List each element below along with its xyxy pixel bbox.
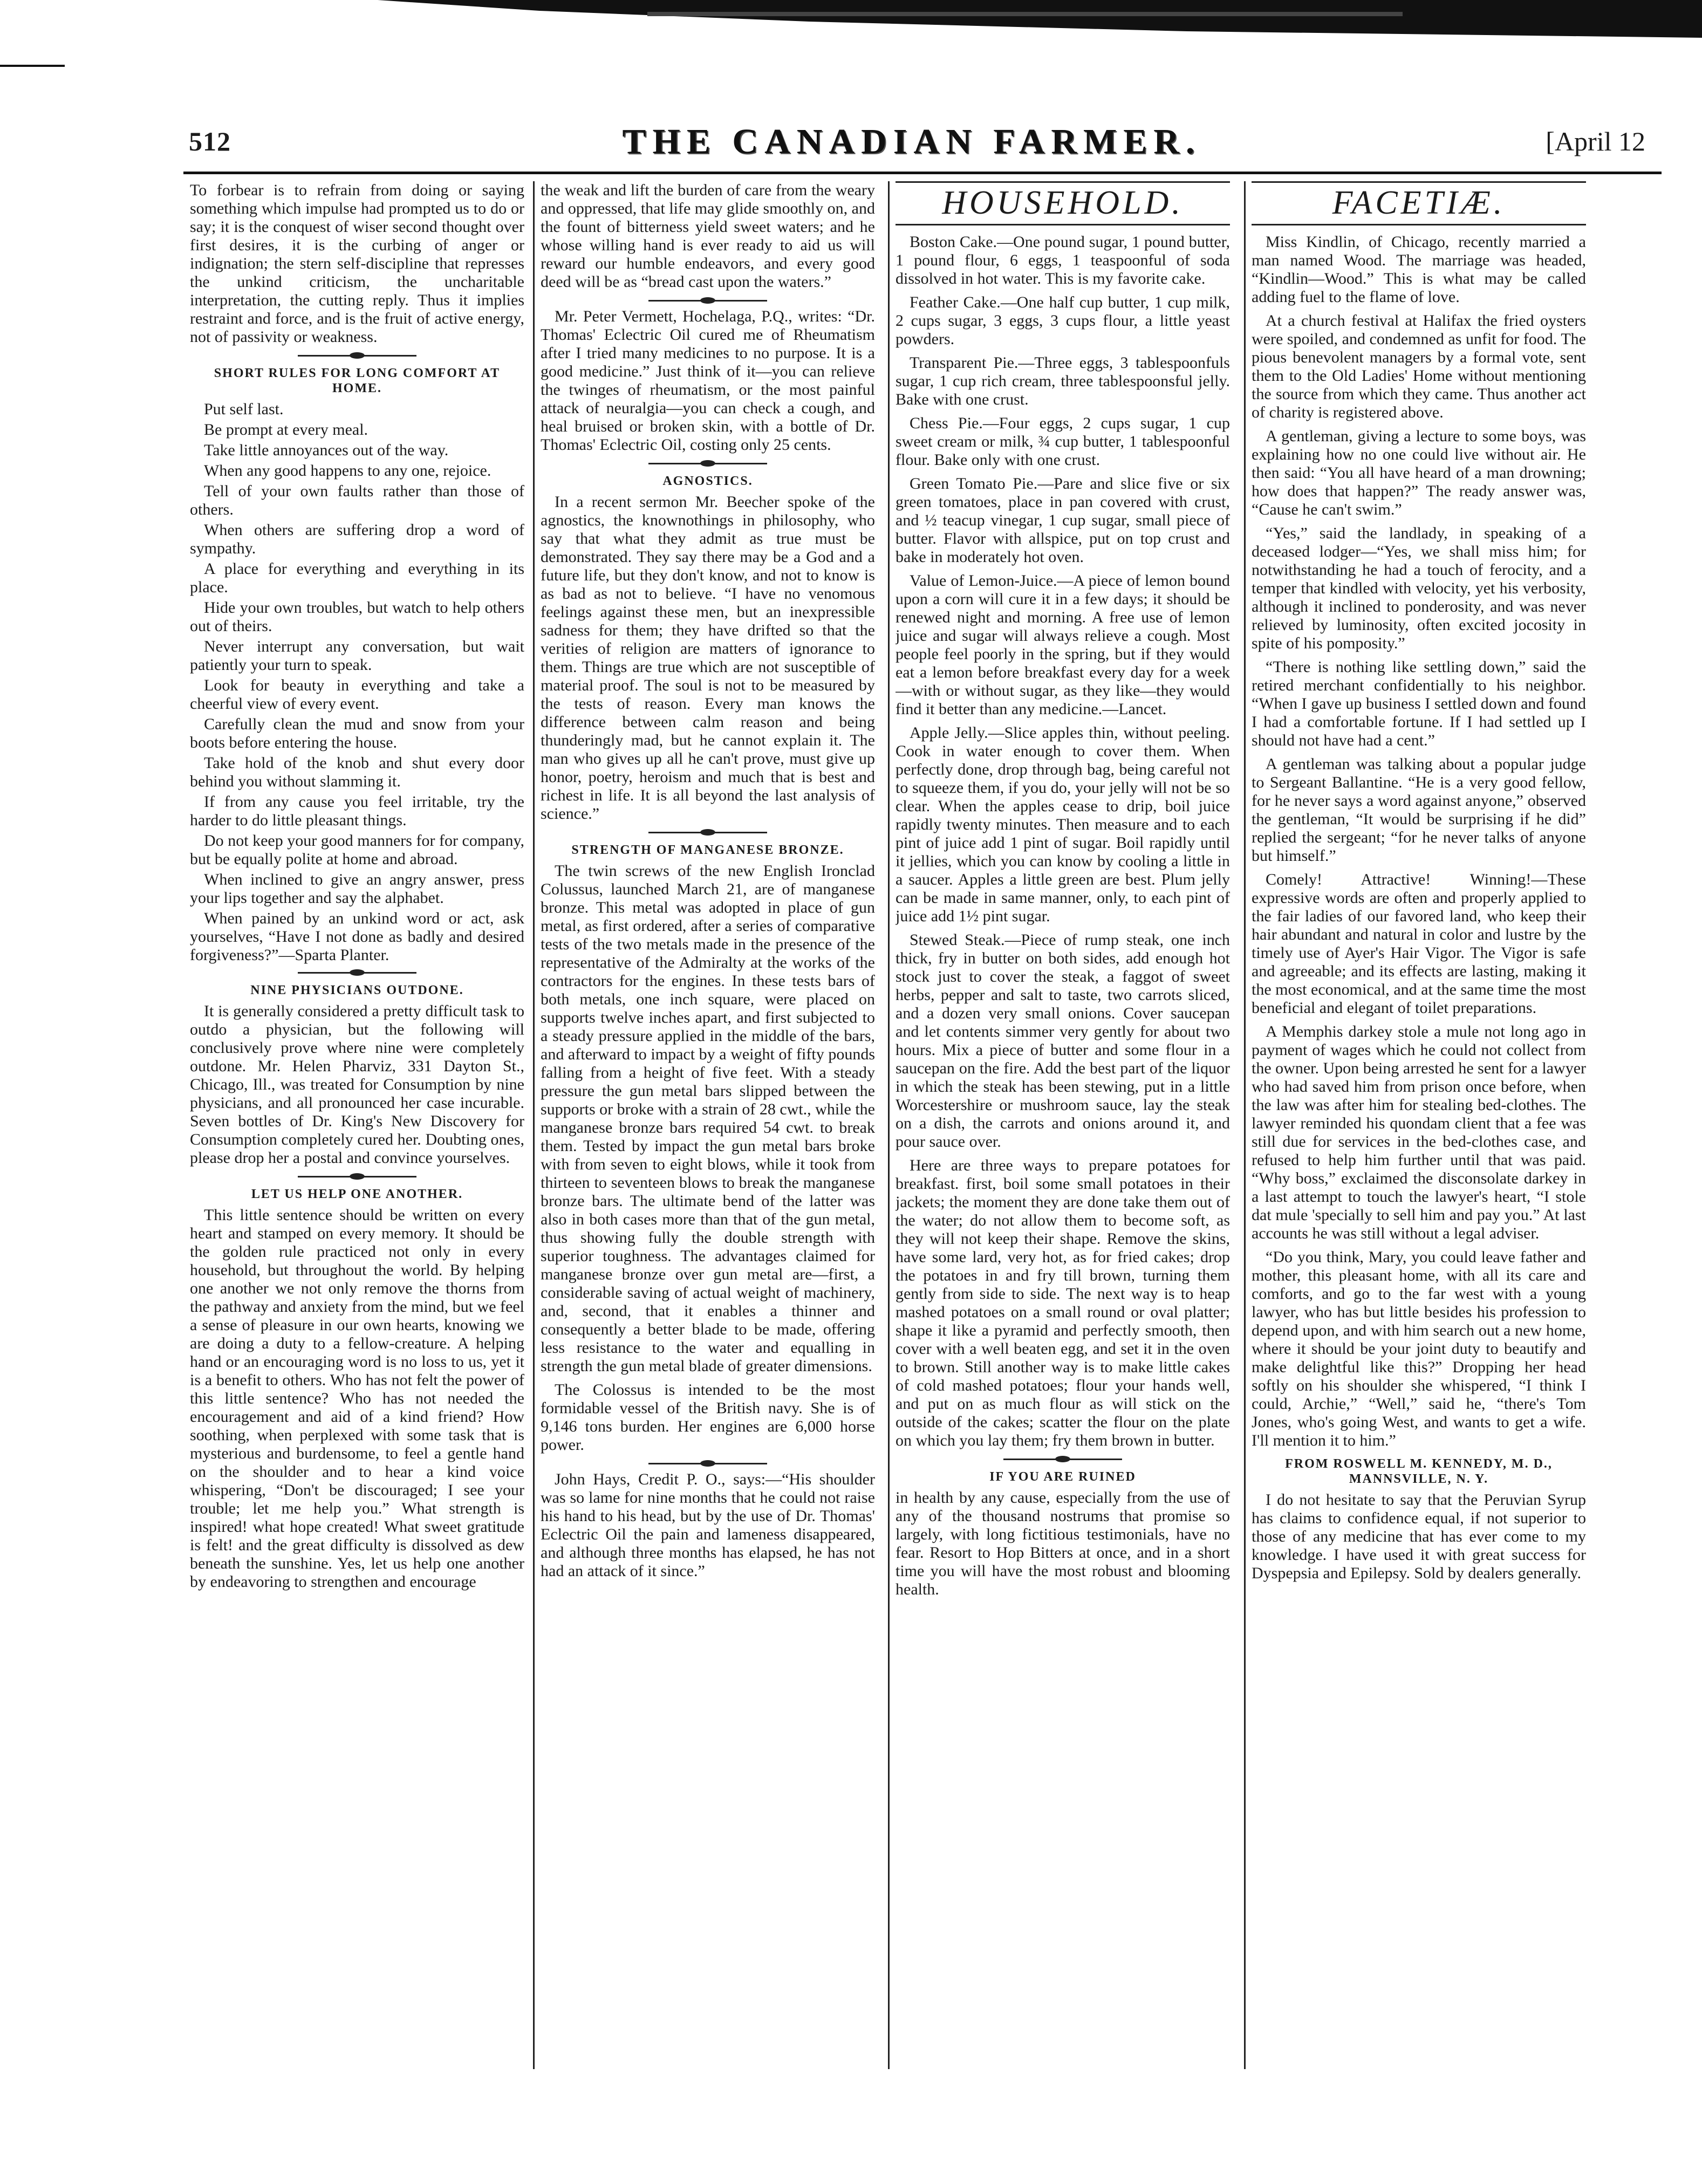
- rule-item: Take little annoyances out of the way.: [204, 441, 449, 459]
- forbear-paragraph: To forbear is to refrain from doing or saying something which impulse had prompted us to do or say; it is the conquest of wiser second thought over first desires, it is the curbing of anger or indignation; the stern self-discipline that represses the unkind criticism, the uncharitable interpretation, the cutting reply. Thus it implies restraint and force, and is the fruit of active energy, not of passivity or weakness.: [190, 181, 524, 346]
- section-divider: [298, 969, 416, 976]
- rule-item: Look for beauty in everything and take a cheerful view of every event.: [190, 676, 524, 713]
- column-3: [896, 181, 1230, 2004]
- page-number: 512: [189, 126, 231, 156]
- facetiae-item: Miss Kindlin, of Chicago, recently married a man named Wood. The marriage was headed, “Kindlin—Wood.” This is what may be called adding fuel to the flame of love.: [1252, 233, 1586, 306]
- facetiae-item: A gentleman, giving a lecture to some boys, was explaining how no one could live without air. He then said: “You all have heard of a man drowning; how does that happen?” The ready answer was, “Cause he can't swim.”: [1252, 427, 1586, 518]
- section-divider: [648, 1460, 767, 1467]
- rule-item: Be prompt at every meal.: [204, 421, 368, 439]
- colossus-text: The Colossus is intended to be the most formidable vessel of the British navy. She is of 9,146 tons burden. Her engines are 6,000 horse power.: [541, 1381, 875, 1454]
- nine-physicians-text: It is generally considered a pretty difficult task to outdo a physician, but the following will conclusively prove where nine were completely outdone. Mr. Helen Pharviz, 331 Dayton St., Chicago, Ill., was treated for Consumption by nine physicians, and all pronounced her case incurable. Seven bottles of Dr. King's New Discovery for Consumption completely cured her. Doubting ones, please drop her a postal and convince yourselves.: [190, 1002, 524, 1167]
- section-divider: [298, 1173, 416, 1180]
- page-header: [189, 121, 1645, 165]
- facetiae-item: A Memphis darkey stole a mule not long ago in payment of wages which he could not collect from the owner. Upon being arrested he sent for a lawyer who had saved him from prison once before, when the law was after him for stealing bed-clothes. The lawyer reminded his quondam client that a fee was still due for services in the bed-clothes case, and refused to help him further until that was paid. “Why boss,” exclaimed the disconsolate darkey in a last attempt to touch the lawyer's heart, “I stole dat mule 'specially to sell him and pay you.” At last accounts he was still without a legal adviser.: [1252, 1023, 1586, 1242]
- recipe-item: Transparent Pie.—Three eggs, 3 tablespoonfuls sugar, 1 cup rich cream, three tablespoonsful jelly. Bake with one crust.: [896, 354, 1230, 408]
- rules-heading: SHORT RULES FOR LONG COMFORT AT HOME.: [214, 366, 501, 395]
- nine-physicians-heading: NINE PHYSICIANS OUTDONE.: [250, 983, 464, 997]
- left-margin-mark: [0, 65, 65, 67]
- hays-testimonial: John Hays, Credit P. O., says:—“His shoulder was so lame for nine months that he could not raise his hand to his head, but by the use of Dr. Thomas' Eclectric Oil the pain and lameness disappeared, and although three months has elapsed, he has not had an attack of it since.”: [541, 1470, 875, 1580]
- facetiae-item: At a church festival at Halifax the fried oysters were spoiled, and condemned as unfit for food. The pious benevolent managers by a formal vote, sent them to the Old Ladies' Home without mentioning the source from which they came. Thus another act of charity is registered above.: [1252, 312, 1586, 421]
- facetiae-item: Comely! Attractive! Winning!—These expressive words are often and properly applied to the fair ladies of our favored land, who keep their hair abundant and natural in color and lustre by the timely use of Ayer's Hair Vigor. The Vigor is safe and agreeable; and its effects are lasting, making it the most economical, and at the same time the most beneficial and elegant of toilet preparations.: [1252, 871, 1586, 1017]
- recipe-item: Value of Lemon-Juice.—A piece of lemon bound upon a corn will cure it in a few days; it should be renewed night and morning. A free use of lemon juice and sugar will always relieve a cough. Most people feel poorly in the spring, but if they would eat a lemon before breakfast every day for a week—with or without sugar, as they like—they would find it better than any medicine.—Lancet.: [896, 572, 1230, 718]
- facetiae-item: A gentleman was talking about a popular judge to Sergeant Ballantine. “He is a very good fellow, for he never says a word against anyone,” observed the gentleman, “It would be surprising if he did” replied the sergeant; “for he never talks of anyone but himself.”: [1252, 755, 1586, 865]
- rule-item: Do not keep your good manners for for company, but be equally polite at home and abroad.: [190, 832, 524, 868]
- facetiae-title: FACETIÆ.: [1252, 181, 1586, 225]
- column-1: [190, 181, 524, 2080]
- recipe-item: Stewed Steak.—Piece of rump steak, one inch thick, fry in butter on both sides, add enough hot stock just to cover the steak, a faggot of sweet herbs, pepper and salt to taste, two carrots sliced, and a dozen very small onions. Cover saucepan and let contents simmer very gently for about two hours. Mix a piece of butter and some flour in a saucepan on the fire. Add the best part of the liquor in which the steak has been stewing, put in a little Worcestershire or mushroom sauce, lay the steak on a dish, the carrots and onions around it, and pour sauce over.: [896, 931, 1230, 1151]
- recipe-item: Chess Pie.—Four eggs, 2 cups sugar, 1 cup sweet cream or milk, ¾ cup butter, 1 tablespoonful flour. Bake only with one crust.: [896, 414, 1230, 469]
- rule-item: Hide your own troubles, but watch to help others out of theirs.: [190, 599, 524, 635]
- rule-item: Put self last.: [204, 400, 284, 418]
- ruined-text: in health by any cause, especially from the use of any of the thousand nostrums that promise so largely, with long fictitious testimonials, have no fear. Resort to Hop Bitters at once, and in a short time you will have the most robust and blooming health.: [896, 1489, 1230, 1598]
- masthead-title: THE CANADIAN FARMER.: [622, 122, 1201, 161]
- recipe-item: Apple Jelly.—Slice apples thin, without peeling. Cook in water enough to cover them. When perfectly done, drop through bag, being careful not to squeeze them, if you do, your jelly will not be so clear. When the apples cease to drip, boil juice rapidly twenty minutes. Then measure and to each pint of juice add 1 pint of sugar. Boil rapidly until it jellies, which you can know by cooling a little in a saucer. Apples a little green are best. Plum jelly can be made in same manner, only, to each pint of juice add 1½ pint sugar.: [896, 724, 1230, 925]
- section-divider: [298, 352, 416, 359]
- ruined-heading: IF YOU ARE RUINED: [989, 1470, 1136, 1484]
- column-2: [541, 181, 875, 1977]
- facetiae-item: “Yes,” said the landlady, in speaking of a deceased lodger—“Yes, we shall miss him; for notwithstanding he had a touch of ferocity, and a temper that kindled with velocity, yet his verbosity, although it inclined to ponderosity, and was never relieved by luminosity, often excited jocosity in spite of his pomposity.”: [1252, 524, 1586, 652]
- rule-item: Carefully clean the mud and snow from your boots before entering the house.: [190, 715, 524, 751]
- recipe-item: Boston Cake.—One pound sugar, 1 pound butter, 1 pound flour, 6 eggs, 1 teaspoonful of soda dissolved in hot water. This is my favorite cake.: [896, 233, 1230, 287]
- facetiae-item: “There is nothing like settling down,” said the retired merchant confidentially to his neighbor. “When I gave up business I settled down and found I had a comfortable fortune. If I had settled up I should not have had a cent.”: [1252, 658, 1586, 749]
- household-title: HOUSEHOLD.: [896, 181, 1230, 225]
- vermett-testimonial: Mr. Peter Vermett, Hochelaga, P.Q., writes: “Dr. Thomas' Eclectric Oil cured me of Rheumatism after I tried many medicines to no purpose. It is a good medicine.” Just think of it—you can relieve the twinges of rheumatism, or the most painful attack of neuralgia—you can check a cough, and heal bruised or broken skin, with a bottle of Dr. Thomas' Eclectric Oil, costing only 25 cents.: [541, 307, 875, 454]
- kennedy-heading: FROM ROSWELL M. KENNEDY, M. D., MANNSVILLE, N. Y.: [1285, 1457, 1553, 1486]
- rule-item: If from any cause you feel irritable, try the harder to do little pleasant things.: [190, 793, 524, 829]
- rule-item: A place for everything and everything in its place.: [190, 560, 524, 596]
- rule-item: When others are suffering drop a word of sympathy.: [190, 521, 524, 557]
- kennedy-text: I do not hesitate to say that the Peruvian Syrup has claims to confidence equal, if not superior to those of any medicine that has ever come to my knowledge. I have used it with great success for Dyspepsia and Epilepsy. Sold by dealers generally.: [1252, 1491, 1586, 1582]
- header-rule: [183, 172, 1662, 174]
- facetiae-item: “Do you think, Mary, you could leave father and mother, this pleasant home, with all its care and comforts, and go to the far west with a young lawyer, who has but little besides his profession to depend upon, and with him search out a new home, where it should be your joint duty to beautify and make delightful like this?” Dropping her head softly on his shoulder she whispered, “I think I could, Archie,” “Well,” said he, “there's Tom Jones, who's going West, and wants to get a wife. I'll mention it to him.”: [1252, 1248, 1586, 1449]
- column-rule-1: [533, 181, 535, 2069]
- recipe-item: Feather Cake.—One half cup butter, 1 cup milk, 2 cups sugar, 3 eggs, 3 cups flour, a little yeast powders.: [896, 293, 1230, 348]
- help-one-another-heading: LET US HELP ONE ANOTHER.: [251, 1187, 463, 1201]
- rule-item: Take hold of the knob and shut every door behind you without slamming it.: [190, 754, 524, 790]
- rule-item: Tell of your own faults rather than those of others.: [190, 482, 524, 518]
- issue-date: [April 12: [1546, 126, 1645, 156]
- agnostics-text: In a recent sermon Mr. Beecher spoke of the agnostics, the knownothings in philosophy, who say that what they admit as true must be demonstrated. They say there may be a God and a future life, but they don't know, and not to know is as bad as not to believe. “I have no venomous feelings against these men, but an inexpressible sadness for them; they have drifted so that the verities of religion are matters of ignorance to them. Things are true which are not susceptible of material proof. The soul is not to be measured by the tests of reason. Every man knows the difference between calm reason and being thunderingly mad, but he cannot explain it. The man who gives up all he can't prove, must give up honor, poetry, heroism and much that is best and richest in life. It is all beyond the last analysis of science.”: [541, 493, 875, 823]
- scan-edge-band: [0, 0, 1702, 51]
- agnostics-heading: AGNOSTICS.: [662, 474, 753, 488]
- rule-item: When inclined to give an angry answer, press your lips together and say the alphabet.: [190, 871, 524, 907]
- rule-item: When any good happens to any one, rejoice.: [204, 462, 491, 480]
- section-divider: [648, 297, 767, 304]
- help-one-another-text: This little sentence should be written on every heart and stamped on every memory. It should be the golden rule practiced not only in every household, but throughout the world. By helping one another we not only remove the thorns from the pathway and anxiety from the mind, but we feel a sense of pleasure in our own hearts, knowing we are doing a duty to a fellow-creature. A helping hand or an encouraging word is no loss to us, yet it is a benefit to others. Who has not felt the power of this little sentence? Who has not needed the encouragement and aid of a kind friend? How soothing, when perplexed with some task that is mysterious and burdensome, to feel a gentle hand on the shoulder and to hear a kind voice whispering, “Don't be discouraged; I see your trouble; let me help you.” What strength is inspired! what hope created! What sweet gratitude is felt! and the great difficulty is dissolved as dew beneath the sunshine. Yes, let us help one another by endeavoring to strengthen and encourage: [190, 1206, 524, 1591]
- section-divider: [648, 460, 767, 467]
- rule-item: Never interrupt any conversation, but wait patiently your turn to speak.: [190, 638, 524, 674]
- section-divider: [1003, 1455, 1122, 1463]
- recipe-item: Here are three ways to prepare potatoes for breakfast. first, boil some small potatoes in their jackets; the moment they are done take them out of the water; do not allow them to become soft, as they will not keep their shape. Remove the skins, have some lard, very hot, as for fried cakes; drop the potatoes in and fry till brown, turning them gently from side to side. The next way is to heap mashed potatoes on a small round or oval platter; shape it like a pyramid and perfectly smooth, then cover with a well beaten egg, and set it in the oven to brown. Still another way is to make little cakes of cold mashed potatoes; flour your hands well, and put on as much flour as will stick on the outside of the cakes; scatter the flour on the plate on which you lay them; fry them brown in butter.: [896, 1156, 1230, 1449]
- section-divider: [648, 829, 767, 836]
- recipe-item: Green Tomato Pie.—Pare and slice five or six green tomatoes, place in pan covered with crust, and ½ teacup vinegar, 1 cup sugar, small piece of butter. Flavor with allspice, put on top crust and bake in moderately hot oven.: [896, 475, 1230, 566]
- manganese-bronze-heading: STRENGTH OF MANGANESE BRONZE.: [571, 843, 844, 857]
- column-4: [1252, 181, 1586, 1994]
- column-rule-3: [1244, 181, 1246, 2069]
- rule-item: When pained by an unkind word or act, ask yourselves, “Have I not done as badly and desired forgiveness?”—Sparta Planter.: [190, 909, 524, 964]
- manganese-bronze-text: The twin screws of the new English Ironclad Colussus, launched March 21, are of manganese bronze. This metal was adopted in place of gun metal, as first ordered, after a series of comparative tests of the two metals made in the presence of the representative of the Admiralty at the works of the contractors for the engines. In these tests bars of both metals, one inch square, were placed on supports twelve inches apart, and first subjected to a steady pressure applied in the middle of the bars, and afterward to impact by a weight of fifty pounds falling from a height of five feet. With a steady pressure the gun metal bars slipped between the supports or broke with a strain of 28 cwt., while the manganese bronze bars required 54 cwt. to break them. Tested by impact the gun metal bars broke with from seven to eight blows, while it took from thirteen to seventeen blows to break the manganese bronze bars. The ultimate bend of the latter was also in both cases more than that of the gun metal, thus showing fully the double strength with superior toughness. The advantages claimed for manganese bronze over gun metal are—first, a considerable saving of actual weight of machinery, and, second, that it enables a thinner and consequently a better blade to be made, offering less resistance to the water and equalling in strength the gun metal blade of greater dimensions.: [541, 862, 875, 1375]
- help-continued-text: the weak and lift the burden of care from the weary and oppressed, that life may glide smoothly on, and the fount of bitterness yield sweet waters; and he whose willing hand is ever ready to aid us will reward our humble endeavors, and every good deed will be as “bread cast upon the waters.”: [541, 181, 875, 291]
- column-rule-2: [888, 181, 890, 2069]
